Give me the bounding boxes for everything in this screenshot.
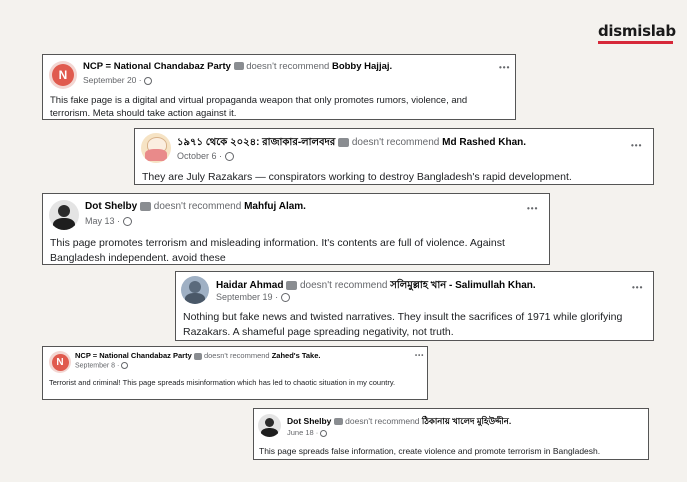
recommend-verb: doesn't recommend bbox=[153, 201, 242, 212]
review-text: Nothing but fake news and twisted narratives. They insult the sacrifices of 1971 while glorifying Razakars. A shameful page spreading negativity, not truth. bbox=[183, 311, 623, 338]
review-card-3 bbox=[42, 193, 550, 265]
recommend-verb: doesn't recommend bbox=[246, 61, 330, 72]
review-card-6 bbox=[253, 408, 649, 460]
review-text: Terrorist and criminal! This page spreads misinformation which has led to chaotic situation in my country. bbox=[49, 378, 396, 387]
review-date[interactable]: September 19 bbox=[216, 292, 273, 302]
more-options-button[interactable]: ••• bbox=[499, 63, 511, 72]
globe-icon bbox=[320, 430, 327, 437]
ncp-logo-icon[interactable]: N bbox=[49, 61, 77, 89]
review-card-2 bbox=[134, 128, 654, 185]
review-date[interactable]: June 18 bbox=[287, 428, 314, 437]
review-meta: September 8 · bbox=[75, 362, 128, 369]
target-page[interactable]: সলিমুল্লাহ খান - Salimullah Khan. bbox=[390, 280, 536, 291]
review-header bbox=[85, 201, 306, 212]
globe-icon bbox=[123, 217, 132, 226]
recommend-verb: doesn't recommend bbox=[299, 280, 388, 291]
target-page[interactable]: ঠিকানায় খালেদ মুহিউদ্দীন. bbox=[421, 416, 512, 426]
recommend-badge-icon bbox=[286, 281, 297, 290]
reviewer-name[interactable]: Dot Shelby bbox=[287, 416, 332, 426]
review-text: They are July Razakars — conspirators working to destroy Bangladesh's rapid development. bbox=[142, 171, 572, 183]
target-page[interactable]: Bobby Hajjaj. bbox=[331, 61, 393, 72]
recommend-verb: doesn't recommend bbox=[345, 416, 420, 426]
review-meta: May 13 · bbox=[85, 216, 132, 226]
cartoon-avatar-icon[interactable] bbox=[141, 133, 171, 163]
review-card-1 bbox=[42, 54, 516, 120]
recommend-verb: doesn't recommend bbox=[203, 351, 270, 360]
profile-photo-icon[interactable] bbox=[181, 276, 209, 304]
review-header bbox=[287, 415, 511, 429]
target-page[interactable]: Md Rashed Khan. bbox=[442, 137, 527, 148]
review-date[interactable]: May 13 bbox=[85, 216, 115, 226]
recommend-verb: doesn't recommend bbox=[351, 137, 440, 148]
recommend-badge-icon bbox=[194, 353, 202, 360]
review-header bbox=[83, 61, 392, 72]
review-date[interactable]: October 6 bbox=[177, 151, 217, 161]
ncp-logo-icon[interactable]: N bbox=[49, 351, 71, 373]
review-card-5 bbox=[42, 346, 428, 400]
review-date[interactable]: September 8 bbox=[75, 362, 116, 370]
review-text: This fake page is a digital and virtual propaganda weapon that only promotes rumors, violence, and terrorism. Meta should take action against it. bbox=[50, 95, 468, 119]
recommend-badge-icon bbox=[334, 418, 343, 425]
globe-icon bbox=[281, 293, 290, 302]
review-header bbox=[75, 351, 320, 360]
review-card-4 bbox=[175, 271, 654, 341]
person-photo-icon[interactable] bbox=[49, 200, 79, 230]
reviewer-name[interactable]: NCP = National Chandabaz Party bbox=[75, 351, 192, 360]
more-options-button[interactable]: ••• bbox=[527, 204, 539, 213]
review-text: This page promotes terrorism and misleading information. It's contents are full of violence. Against Bangladesh independent. avoid these bbox=[50, 237, 505, 264]
globe-icon bbox=[121, 362, 128, 369]
review-meta: September 19 · bbox=[216, 292, 290, 302]
review-meta: October 6 · bbox=[177, 151, 234, 161]
reviewer-name[interactable]: ১৯৭১ থেকে ২০২৪: রাজাকার-লালবদর bbox=[177, 137, 336, 148]
more-options-button[interactable]: ••• bbox=[631, 141, 643, 150]
logo-underline bbox=[598, 41, 673, 44]
review-text: This page spreads false information, create violence and promote terrorism in Bangladesh. bbox=[259, 446, 601, 456]
review-date[interactable]: September 20 bbox=[83, 75, 137, 85]
target-page[interactable]: Mahfuj Alam. bbox=[244, 201, 306, 212]
reviewer-name[interactable]: Haidar Ahmad bbox=[216, 280, 284, 291]
globe-icon bbox=[225, 152, 234, 161]
reviewer-name[interactable]: Dot Shelby bbox=[85, 201, 138, 212]
recommend-badge-icon bbox=[234, 62, 244, 70]
review-meta: June 18 · bbox=[287, 428, 327, 437]
person-photo-icon[interactable] bbox=[258, 414, 281, 437]
logo-text: dismislab bbox=[598, 22, 676, 40]
recommend-badge-icon bbox=[140, 202, 151, 211]
review-header bbox=[177, 135, 526, 152]
globe-icon bbox=[144, 77, 152, 85]
recommend-badge-icon bbox=[338, 138, 349, 147]
more-options-button[interactable]: ••• bbox=[415, 353, 425, 359]
target-page[interactable]: Zahed's Take. bbox=[271, 351, 321, 360]
reviewer-name[interactable]: NCP = National Chandabaz Party bbox=[83, 61, 231, 72]
more-options-button[interactable]: ••• bbox=[632, 283, 644, 292]
review-meta: September 20 · bbox=[83, 75, 152, 85]
